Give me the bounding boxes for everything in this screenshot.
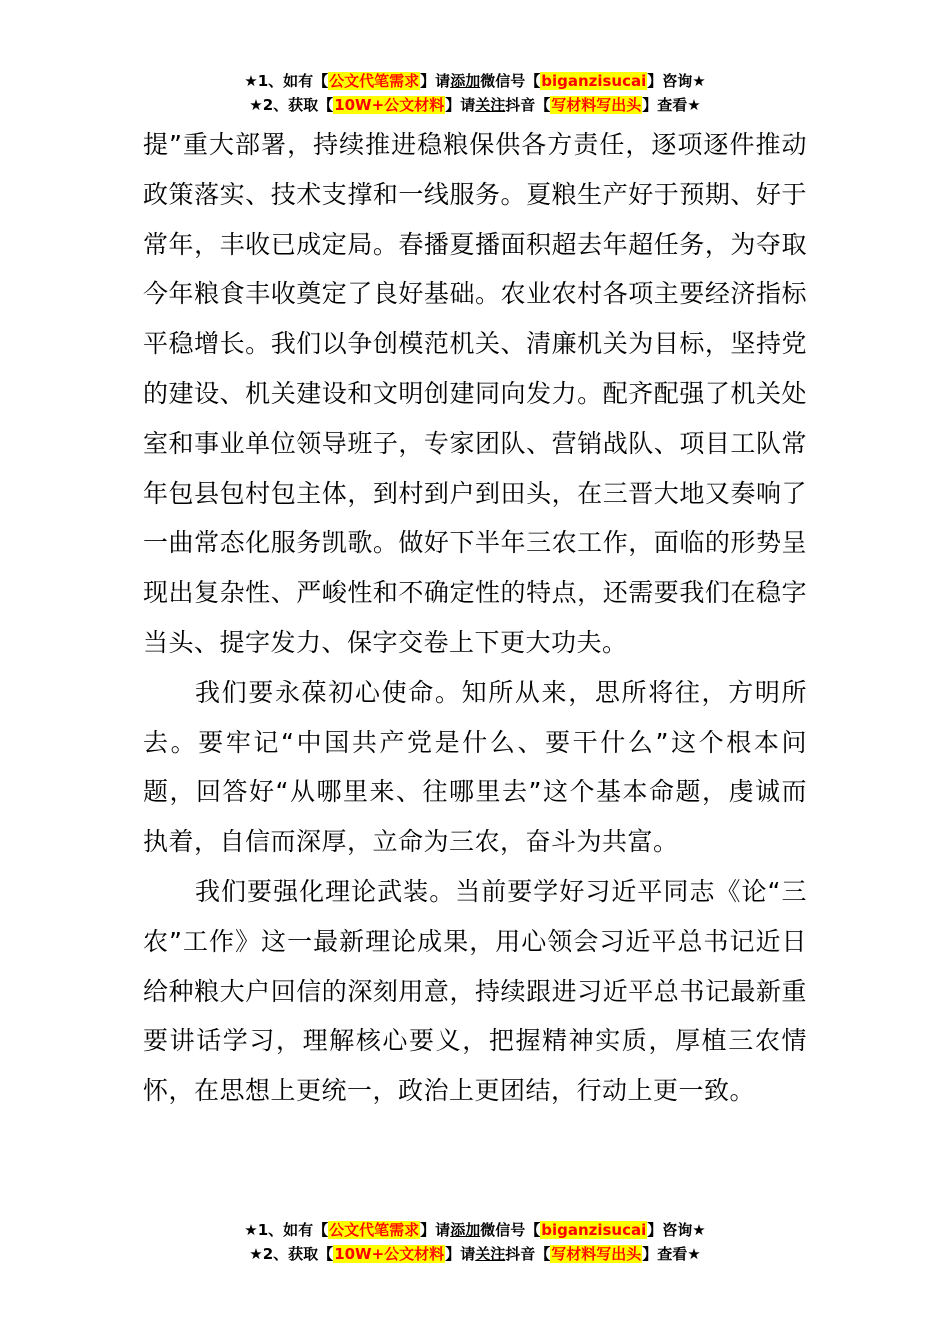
banner-text: 】请 (445, 96, 476, 114)
banner-text: 】查看★ (642, 1245, 701, 1263)
banner-text: 】请 (420, 72, 451, 90)
banner-text: ★2、获取【 (249, 1245, 334, 1263)
underlined-add-text: 添加 (450, 72, 481, 90)
highlight-wechat-id: biganzisucai (541, 72, 647, 90)
banner-text: 】请 (445, 1245, 476, 1263)
highlight-ghostwriting-service: 公文代笔需求 (329, 72, 420, 90)
footer-banner-line-2 (0, 1242, 950, 1266)
banner-text: 】请 (420, 1221, 451, 1239)
highlight-ghostwriting-service: 公文代笔需求 (329, 1221, 420, 1239)
paragraph-continuation: 提”重大部署，持续推进稳粮保供各方责任，逐项逐件推动政策落实、技术支撑和一线服务。夏粮生产好于预期、好于常年，丰收已成定局。春播夏播面积超去年超任务，为夺取今年粮食丰收奠定了良好基础。农业农村各项主要经济指标平稳增长。我们以争创模范机关、清廉机关为目标，坚持党的建设、机关建设和文明创建同向发力。配齐配强了机关处室和事业单位领导班子，专家团队、营销战队、项目工队常年包县包村包主体，到村到户到田头，在三晋大地又奏响了一曲常态化服务凯歌。做好下半年三农工作，面临的形势呈现出复杂性、严峻性和不确定性的特点，还需要我们在稳字当头、提字发力、保字交卷上下更大功夫。 (143, 130, 807, 657)
document-body (143, 120, 807, 1116)
banner-text: 】咨询★ (647, 1221, 706, 1239)
banner-text: 微信号【 (480, 1221, 541, 1239)
highlight-wechat-id: biganzisucai (541, 1221, 647, 1239)
banner-text: ★2、获取【 (249, 96, 334, 114)
highlight-materials-offer: 10W+公文材料 (334, 96, 445, 114)
banner-text: ★1、如有【 (244, 1221, 329, 1239)
banner-text: 微信号【 (480, 72, 541, 90)
underlined-follow-text: 关注 (475, 1245, 506, 1263)
highlight-materials-offer: 10W+公文材料 (334, 1245, 445, 1263)
banner-text: 】咨询★ (647, 72, 706, 90)
underlined-follow-text: 关注 (475, 96, 506, 114)
header-banner-line-2 (0, 93, 950, 117)
paragraph-mission: 我们要永葆初心使命。知所从来，思所将往，方明所去。要牢记“中国共产党是什么、要干什么”这个根本问题，回答好“从哪里来、往哪里去”这个基本命题，虔诚而执着，自信而深厚，立命为三农，奋斗为共富。 (143, 677, 807, 857)
header-banner (0, 69, 950, 117)
header-banner-line-1 (0, 69, 950, 93)
banner-text: ★1、如有【 (244, 72, 329, 90)
highlight-douyin-account: 写材料写出头 (551, 1245, 642, 1263)
footer-banner (0, 1218, 950, 1266)
underlined-add-text: 添加 (450, 1221, 481, 1239)
highlight-douyin-account: 写材料写出头 (551, 96, 642, 114)
banner-text: 抖音【 (505, 1245, 551, 1263)
paragraph-theory: 我们要强化理论武装。当前要学好习近平同志《论“三农”工作》这一最新理论成果，用心领会习近平总书记近日给种粮大户回信的深刻用意，持续跟进习近平总书记最新重要讲话学习，理解核心要义，把握精神实质，厚植三农情怀，在思想上更统一，政治上更团结，行动上更一致。 (143, 876, 807, 1106)
banner-text: 抖音【 (505, 96, 551, 114)
banner-text: 】查看★ (642, 96, 701, 114)
footer-banner-line-1 (0, 1218, 950, 1242)
